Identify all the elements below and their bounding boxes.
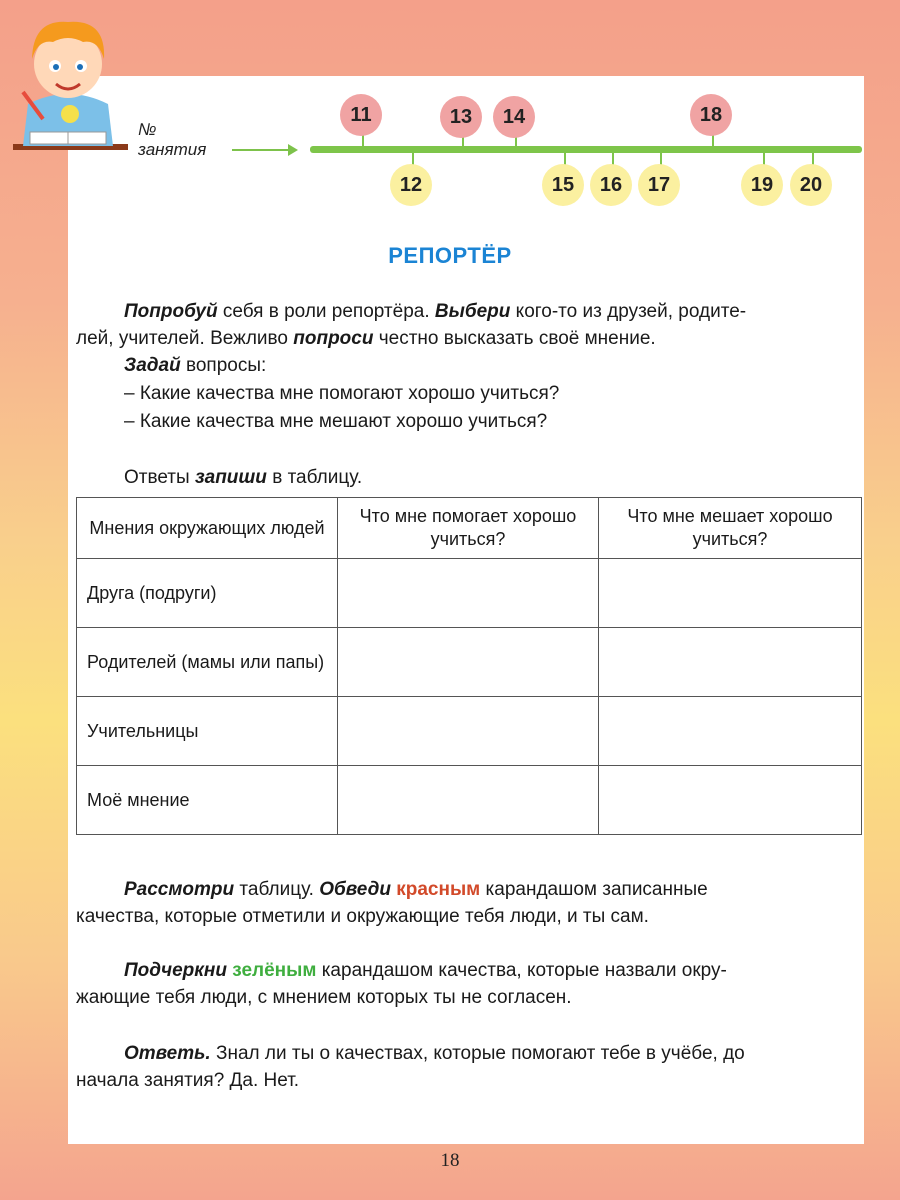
lesson-bubble-18: 18 (690, 94, 732, 136)
answer-cell[interactable] (599, 766, 862, 835)
arrow-right-icon (232, 149, 290, 151)
lesson-bubble-11: 11 (340, 94, 382, 136)
task3-text: Знал ли ты о качествах, которые помогают тебе в учёбе, до (210, 1043, 745, 1064)
answer-cell[interactable] (338, 697, 599, 766)
task2-word-underline: Подчеркни (124, 960, 227, 981)
table-row (77, 628, 862, 697)
table-row (77, 697, 862, 766)
lesson-bubble-15: 15 (542, 164, 584, 206)
answer-cell[interactable] (338, 628, 599, 697)
task2-line-1 (124, 957, 864, 984)
answers-word-write: запиши (194, 467, 267, 488)
question-2: – Какие качества мне мешают хорошо учиться? (124, 411, 548, 432)
lesson-bubble-16: 16 (590, 164, 632, 206)
task1-color-red: красным (396, 879, 481, 900)
page-number: 18 (440, 1150, 460, 1171)
answer-cell[interactable] (338, 559, 599, 628)
lesson-bubble-12: 12 (390, 164, 432, 206)
intro-text: кого-то из друзей, родите- (510, 301, 747, 322)
lesson-bubble-17: 17 (638, 164, 680, 206)
answers-line (124, 464, 900, 491)
lesson-timeline (310, 146, 862, 153)
intro-word-try: Попробуй (124, 301, 218, 322)
lesson-bubble-13: 13 (440, 96, 482, 138)
row-label-teacher: Учительницы (77, 697, 338, 766)
table-header-row (77, 498, 862, 559)
row-label-parents: Родителей (мамы или папы) (77, 628, 338, 697)
intro-word-set: Задай (124, 355, 181, 376)
intro-text: себя в роли репортёра. (217, 301, 435, 322)
lesson-label-line2: занятия (138, 140, 207, 159)
intro-text: честно высказать своё мнение. (373, 328, 656, 349)
task1-line-1 (124, 876, 864, 903)
question-1: – Какие качества мне помогают хорошо учиться? (124, 383, 560, 404)
task1-word-look: Рассмотри (124, 879, 235, 900)
opinions-table (76, 497, 862, 835)
intro-line-3 (124, 352, 900, 379)
column-header-hinders: Что мне мешает хорошо учиться? (599, 498, 862, 559)
page-title: РЕПОРТЁР (388, 243, 512, 268)
answers-text: Ответы (124, 467, 195, 488)
intro-text: вопросы: (180, 355, 267, 376)
task1-word-circle: Обведи (319, 879, 391, 900)
answer-cell[interactable] (599, 697, 862, 766)
answer-cell[interactable] (338, 766, 599, 835)
table-row (77, 559, 862, 628)
row-label-my-opinion: Моё мнение (77, 766, 338, 835)
answer-cell[interactable] (599, 628, 862, 697)
column-header-helps: Что мне помогает хорошо учиться? (338, 498, 599, 559)
intro-text: лей, учителей. Вежливо (76, 328, 294, 349)
lesson-label-line1: № (138, 120, 157, 139)
answers-text: в таблицу. (266, 467, 363, 488)
lesson-number-label (138, 120, 206, 160)
task2-line-2: жающие тебя люди, с мнением которых ты не согласен. (76, 987, 572, 1008)
task1-line-2: качества, которые отметили и окружающие тебя люди, и ты сам. (76, 906, 649, 927)
column-header-opinions: Мнения окружающих людей (77, 498, 338, 559)
lesson-bubble-14: 14 (493, 96, 535, 138)
intro-line-1 (124, 298, 864, 325)
lesson-bubble-20: 20 (790, 164, 832, 206)
task3-line-1 (124, 1040, 864, 1067)
lesson-bubble-19: 19 (741, 164, 783, 206)
intro-word-choose: Выбери (434, 301, 511, 322)
task2-text: карандашом качества, которые назвали окру- (316, 960, 727, 981)
boy-mascot-icon (8, 4, 128, 154)
task1-text: таблицу. (234, 879, 320, 900)
intro-word-ask: попроси (293, 328, 374, 349)
task1-text: карандашом записанные (480, 879, 708, 900)
task3-word-answer: Ответь. (124, 1043, 211, 1064)
intro-line-2 (76, 325, 866, 352)
row-label-friend: Друга (подруги) (77, 559, 338, 628)
task2-color-green: зелёным (232, 960, 317, 981)
answer-cell[interactable] (599, 559, 862, 628)
task3-line-2: начала занятия? Да. Нет. (76, 1070, 300, 1091)
table-row (77, 766, 862, 835)
